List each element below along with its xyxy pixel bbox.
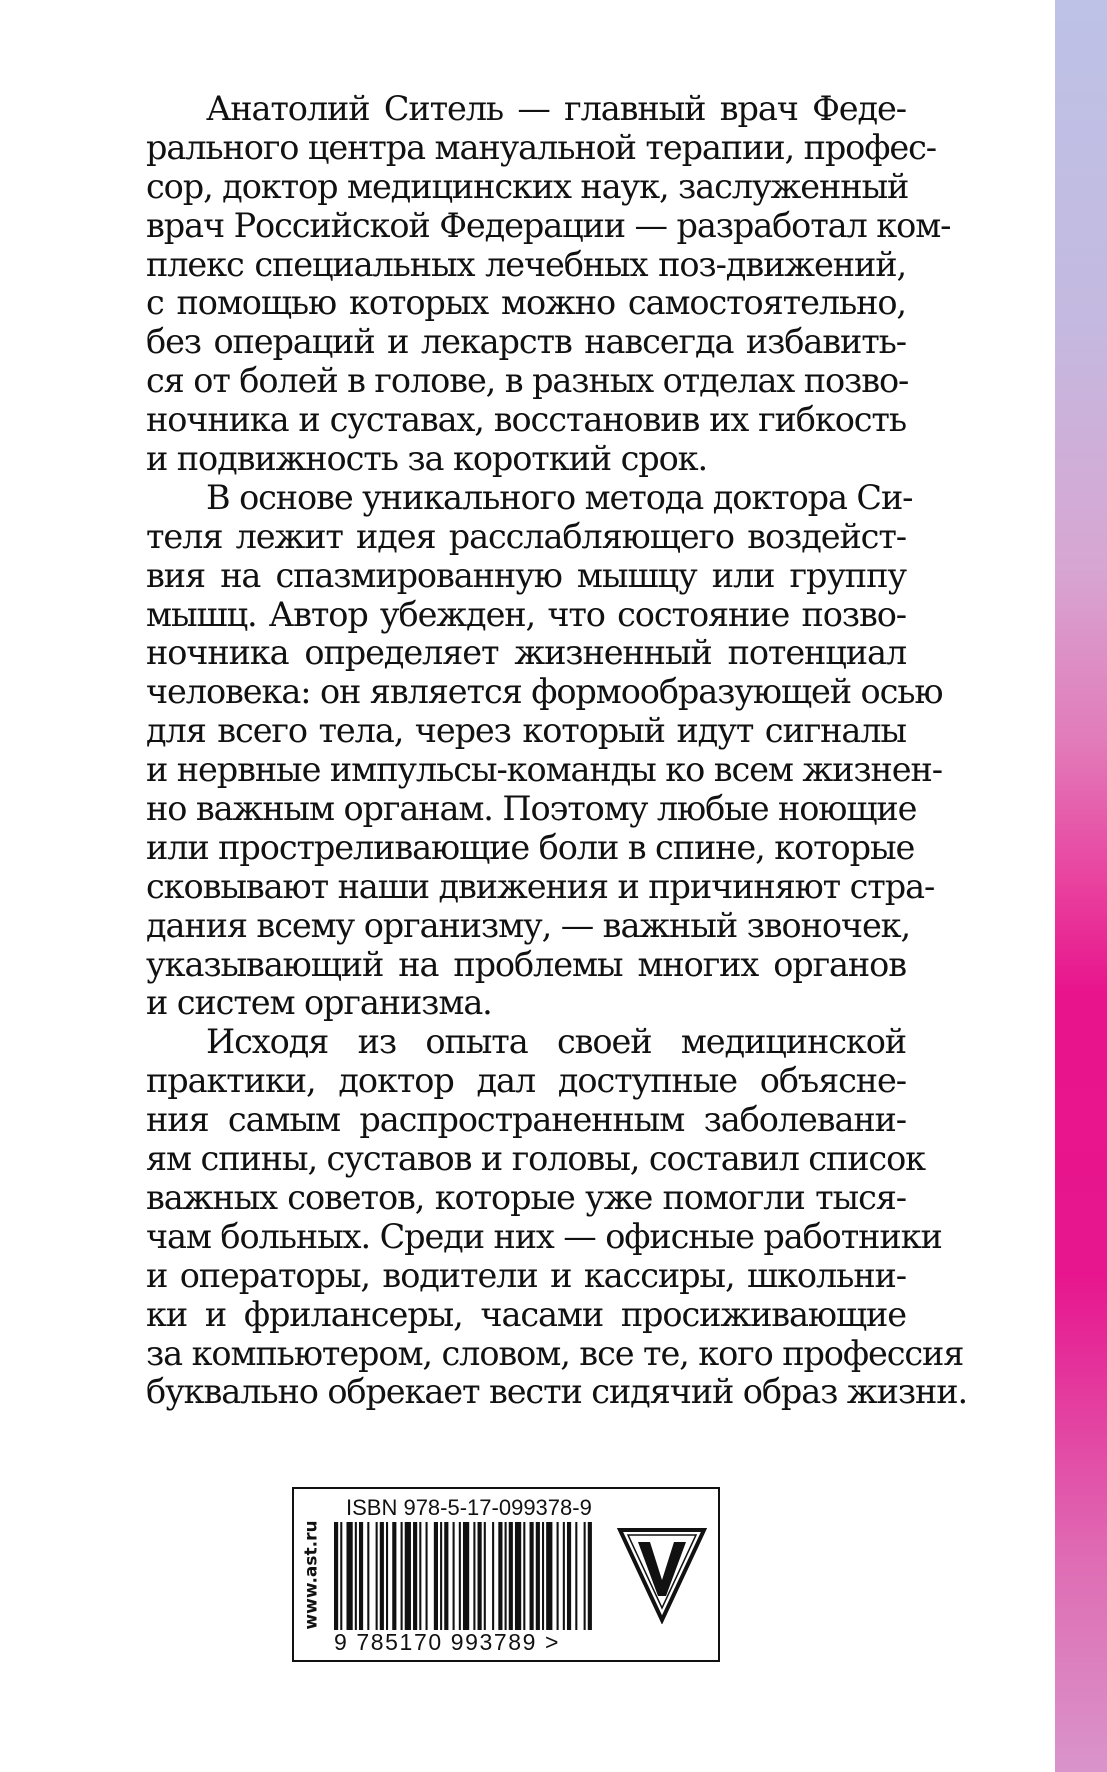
barcode-bar (340, 1522, 342, 1630)
barcode-bar (523, 1522, 525, 1630)
barcode-digits: 9 785170 993789 > (334, 1629, 561, 1655)
barcode-panel (292, 1487, 720, 1662)
barcode-bar (536, 1522, 540, 1630)
text-line: В основе уникального метода доктора Си- (206, 477, 913, 517)
text-line: и операторы, водители и кассиры, школьни- (146, 1255, 906, 1295)
barcode-bar (584, 1522, 586, 1630)
text-line: за компьютером, словом, все те, кого профессия (146, 1333, 964, 1373)
barcode-bar (505, 1522, 507, 1630)
barcode-bar (386, 1522, 388, 1630)
text-line: ночника и суставах, восстановив их гибкость (146, 400, 906, 440)
barcode-bar (405, 1522, 411, 1630)
barcode-bar (392, 1522, 396, 1630)
text-line: с помощью которых можно самостоятельно, (146, 283, 906, 323)
annotation-text (146, 89, 967, 1412)
barcode-bar (359, 1522, 363, 1630)
text-line: и подвижность за короткий срок. (146, 439, 708, 479)
barcode-bar (440, 1522, 442, 1630)
text-line: теля лежит идея расслабляющего воздейст- (146, 516, 906, 556)
barcode-bar (575, 1522, 577, 1630)
text-line: вия на спазмированную мышцу или группу (146, 555, 906, 595)
publisher-url-text: www.ast.ru (302, 1519, 322, 1630)
barcode-bar (346, 1522, 352, 1630)
text-line: рального центра мануальной терапии, профес- (146, 127, 936, 167)
barcode-bar (546, 1522, 552, 1630)
barcode-bar (588, 1522, 592, 1630)
text-line: сковывают наши движения и причиняют стра- (146, 866, 935, 906)
paragraph-practice (146, 1022, 967, 1412)
cover-side-stripe (1055, 0, 1107, 1772)
barcode-bar (419, 1522, 421, 1630)
text-line: сор, доктор медицинских наук, заслуженный (146, 166, 909, 206)
barcode-bar (380, 1522, 384, 1630)
text-line: ки и фрилансеры, часами просиживающие (146, 1294, 906, 1334)
text-line: ния самым распространенным заболевани- (146, 1100, 906, 1140)
text-line: или простреливающие боли в спине, которые (146, 827, 915, 867)
barcode-bar (498, 1522, 502, 1630)
barcode-bar (413, 1522, 417, 1630)
text-line: и систем организма. (146, 983, 492, 1023)
barcode-bar (401, 1522, 403, 1630)
barcode-bar (478, 1522, 482, 1630)
text-line: ночника определяет жизненный потенциал (146, 633, 906, 673)
barcode-bar (515, 1522, 521, 1630)
isbn-label: ISBN 978-5-17-099378-9 (346, 1495, 592, 1520)
publisher-url (296, 1489, 328, 1660)
v-triangle-logo-icon (616, 1524, 708, 1624)
text-line: ям спины, суставов и головы, составил список (146, 1139, 925, 1179)
barcode-bar (355, 1522, 357, 1630)
barcode-bar (376, 1522, 378, 1630)
barcode-bar (459, 1522, 461, 1630)
barcode-bar (563, 1522, 565, 1630)
text-line: и нервные импульсы-команды ко всем жизнен- (146, 750, 942, 790)
text-line: врач Российской Федерации — разработал ком- (146, 205, 951, 245)
barcode-bar (444, 1522, 448, 1630)
barcode-bar (530, 1522, 534, 1630)
text-line: без операций и лекарств навсегда избавить- (146, 322, 906, 362)
text-line: мышц. Автор убежден, что состояние позво- (146, 594, 906, 634)
text-line: указывающий на проблемы многих органов (146, 944, 906, 984)
barcode-bar (463, 1522, 469, 1630)
text-line: Исходя из опыта своей медицинской (206, 1022, 906, 1062)
barcode-bar (453, 1522, 455, 1630)
text-line: практики, доктор дал доступные объясне- (146, 1061, 906, 1101)
barcode-bars (334, 1522, 594, 1630)
barcode-bar (557, 1522, 559, 1630)
text-line: плекс специальных лечебных поз-движений, (146, 244, 906, 284)
barcode-bar (367, 1522, 369, 1630)
text-line: человека: он является формообразующей осью (146, 672, 943, 712)
text-line: дания всему организму, — важный звоночек, (146, 905, 911, 945)
text-line: для всего тела, через который идут сигналы (146, 711, 906, 751)
barcode-bar (334, 1522, 338, 1630)
text-line: но важным органам. Поэтому любые ноющие (146, 789, 917, 829)
text-line: ся от болей в голове, в разных отделах позво- (146, 361, 909, 401)
text-line: чам больных. Среди них — офисные работники (146, 1216, 942, 1256)
barcode-bar (542, 1522, 544, 1630)
barcode-bar (434, 1522, 438, 1630)
barcode-bar (426, 1522, 428, 1630)
barcode-bar (492, 1522, 494, 1630)
paragraph-method (146, 477, 943, 1023)
barcode-bar (509, 1522, 513, 1630)
text-line: Анатолий Ситель — главный врач Феде- (206, 89, 906, 128)
text-line: важных советов, которые уже помогли тыся- (146, 1177, 906, 1217)
text-line: буквально обрекает вести сидячий образ жизни. (146, 1372, 967, 1412)
barcode-bar (473, 1522, 475, 1630)
paragraph-author (146, 89, 951, 479)
barcode-bar (567, 1522, 571, 1630)
barcode-bar (484, 1522, 486, 1630)
